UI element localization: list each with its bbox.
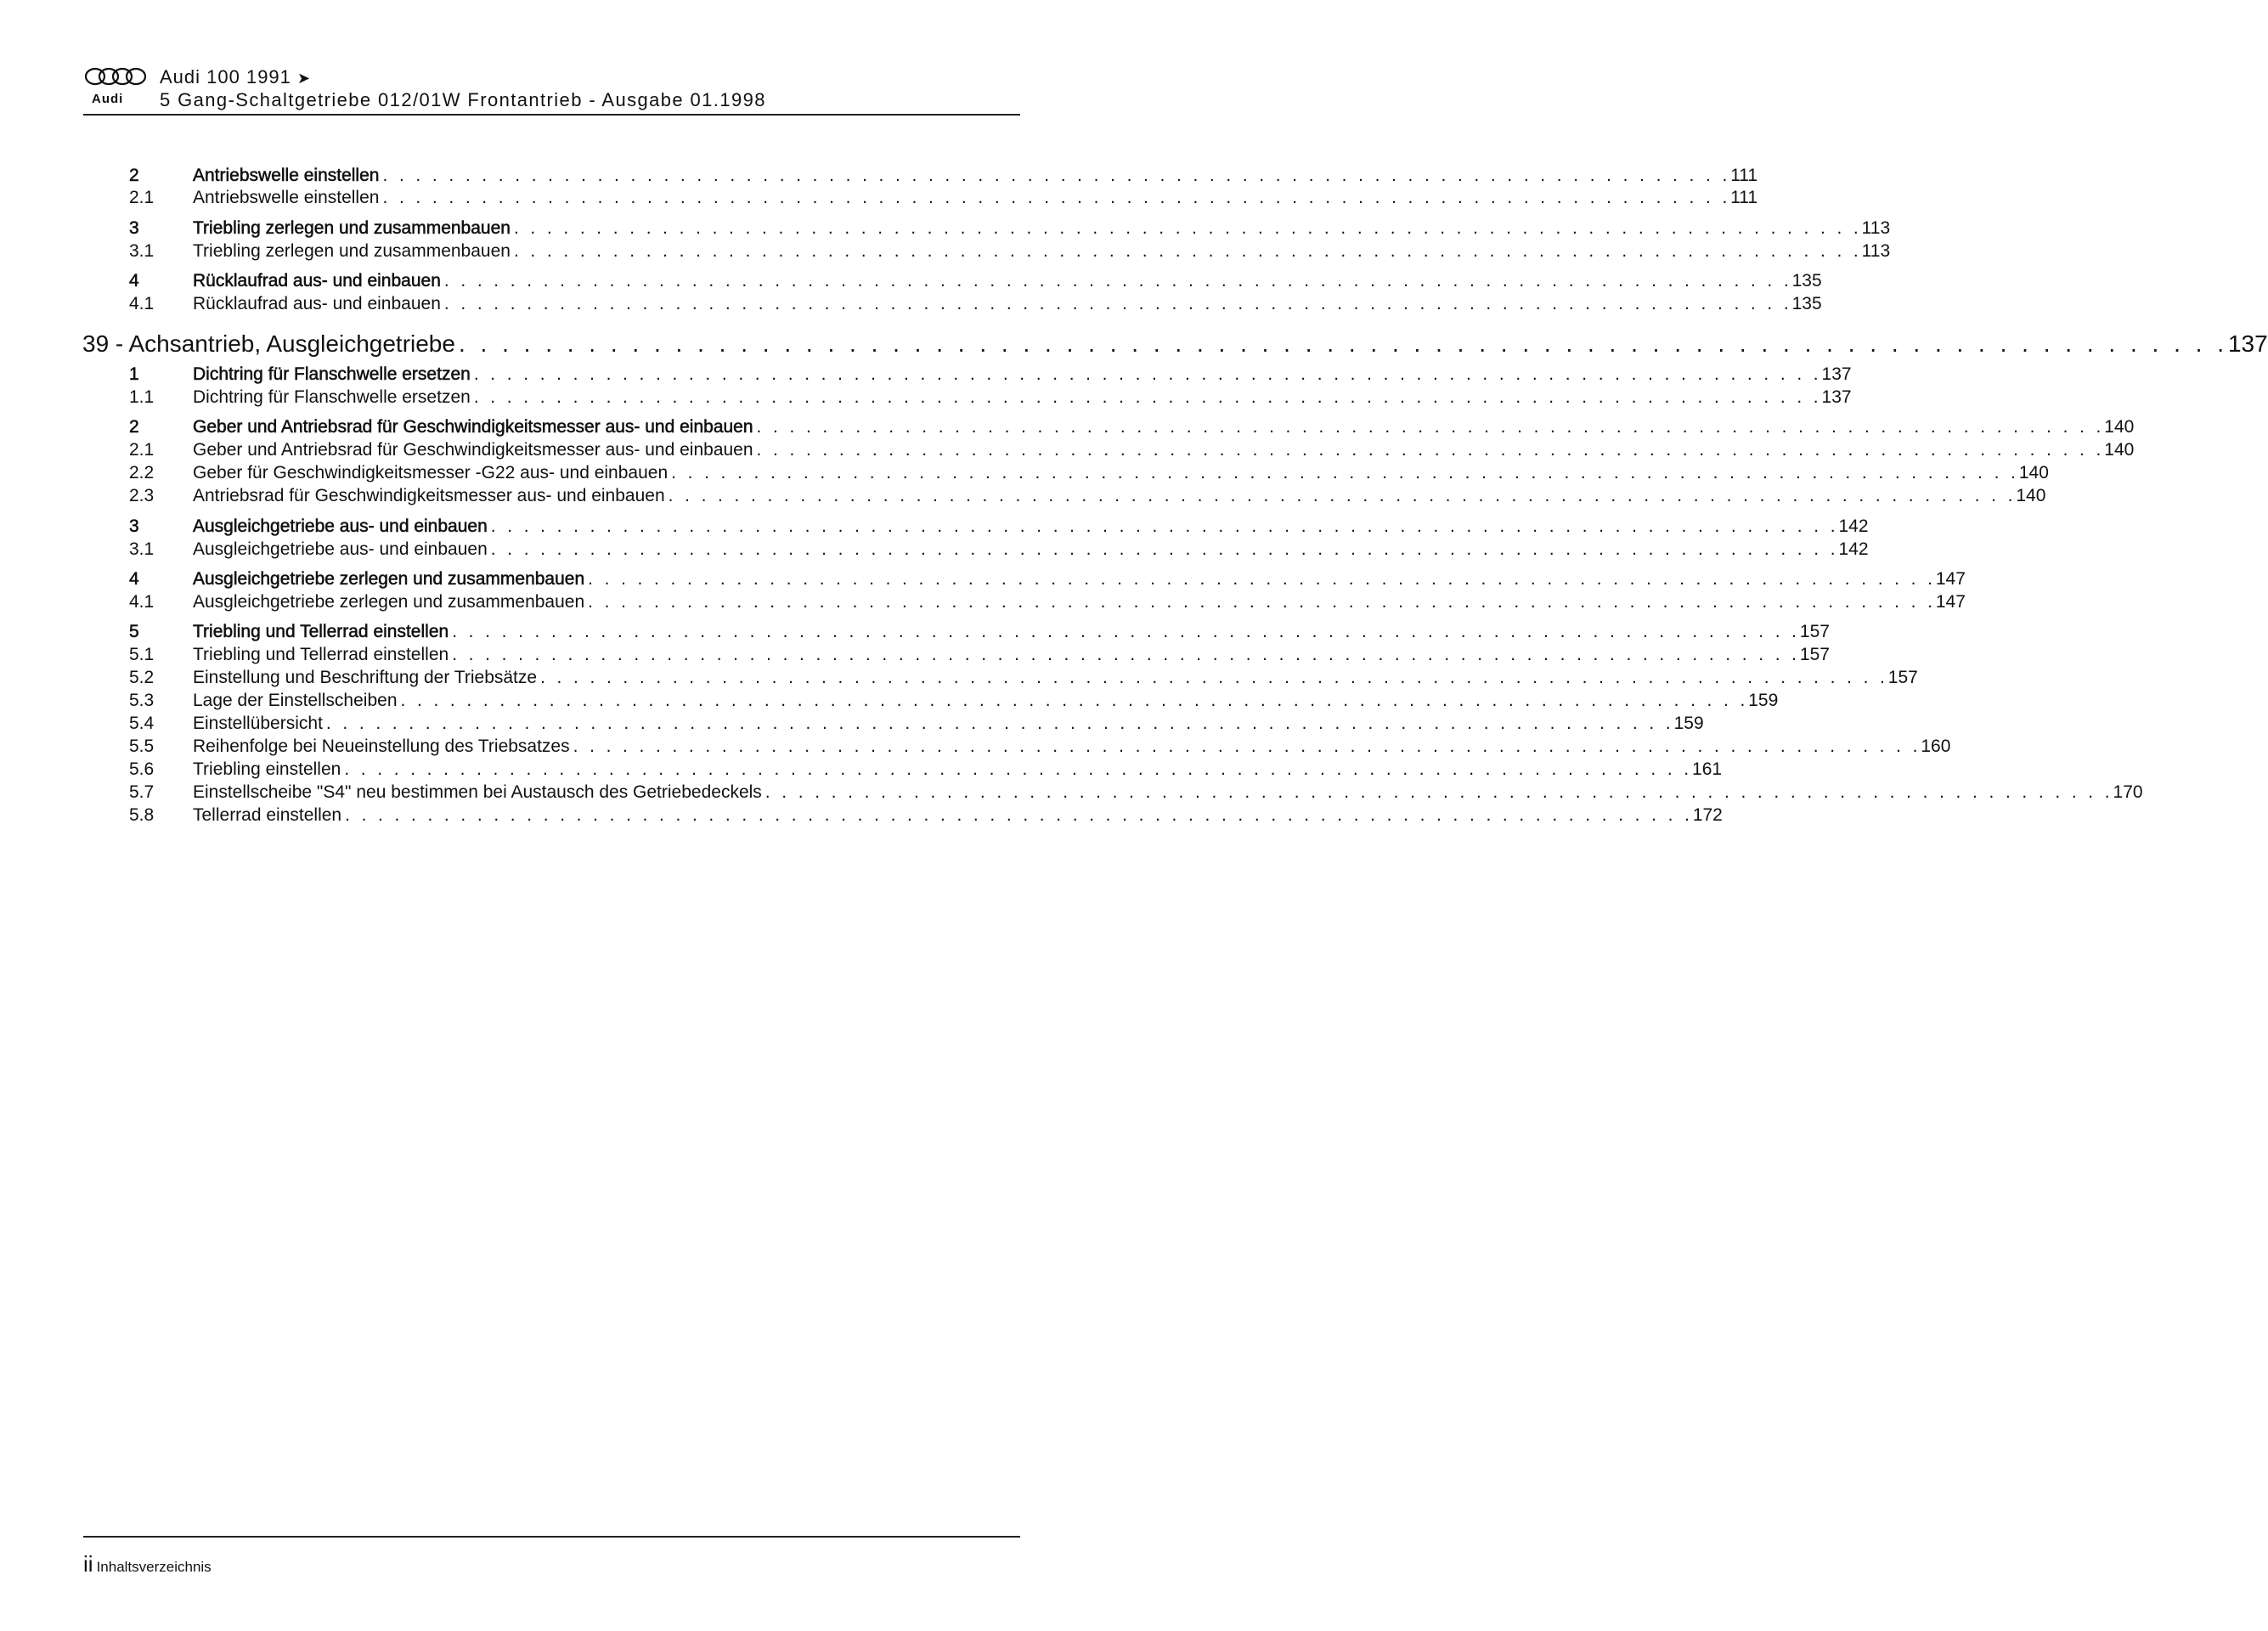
toc-entry-title: Triebling und Tellerrad einstellen: [193, 645, 449, 664]
toc-entry-line: [193, 270, 1822, 292]
toc-subsection-entry[interactable]: [0, 462, 2049, 484]
toc-leader-dots: . . . . . . . . . . . . . . . . . . . . . . . . . . . . . . . . . . . . . . . . . . . . . . . . . . . . . . . . . . . . . . . . . . . . . . . . . . . . . . . . . .: [400, 691, 1749, 710]
toc-leader-dots: . . . . . . . . . . . . . . . . . . . . . . . . . . . . . . . . . . . . . . . . . . . . . . . . . . . . . . . . . . . . . . . . . . . . . . . . . . . . . . . . . .: [473, 387, 1822, 407]
toc-leader-dots: . . . . . . . . . . . . . . . . . . . . . . . . . . . . . . . . . . . . . . . . . . . . . . . . . . . . . . . . . . . . . . . . . . . . . . . . . . . . . . . . . .: [443, 271, 1792, 291]
toc-entry-page: 172: [1692, 805, 1723, 825]
toc-entry-number: 4.1: [129, 294, 155, 313]
toc-leader-dots: . . . . . . . . . . . . . . . . . . . . . . . . . . . . . . . . . . . . . . . . . . . . . . . . . . . . . . . . . . . . . . . . . . . . . . . . . . . . . . . . . .: [573, 736, 1921, 756]
audi-rings-logo: [83, 66, 151, 90]
toc-entry-line: [193, 782, 2143, 804]
toc-entry-line: [193, 736, 1951, 758]
toc-entry-page: 159: [1673, 714, 1704, 733]
toc-entry-page: 147: [1935, 592, 1966, 612]
toc-entry-line: [193, 240, 1891, 262]
toc-entry-line: [193, 667, 1918, 689]
toc-section-entry[interactable]: [0, 621, 1830, 643]
toc-entry-line: [193, 539, 1869, 561]
toc-entry-number: 5.1: [129, 645, 155, 664]
page-header: [83, 66, 1020, 116]
toc-leader-dots: . . . . . . . . . . . . . . . . . . . . . . . . . . . . . . . . . . . . . . . . . . . . . . . . . . . . . . . . . . . . . . . . . . . . . . . . . . . . . . . . . .: [490, 516, 1839, 536]
toc-subsection-entry[interactable]: [0, 240, 1891, 262]
toc-entry-title: Geber und Antriebsrad für Geschwindigkeitsmesser aus- und einbauen: [193, 440, 753, 460]
toc-entry-title: Einstellübersicht: [193, 714, 323, 733]
toc-entry-number: 1: [129, 364, 139, 384]
footer-divider: [83, 1536, 1020, 1538]
toc-entry-title: Rücklaufrad aus- und einbauen: [193, 271, 441, 291]
toc-section-entry[interactable]: [0, 516, 1869, 538]
toc-entry-title: Lage der Einstellscheiben: [193, 691, 398, 710]
toc-entry-line: [193, 804, 1723, 827]
toc-subsection-entry[interactable]: [0, 387, 1852, 409]
toc-entry-page: 142: [1838, 516, 1869, 536]
page-footer: [83, 1551, 212, 1577]
toc-entry-line: [193, 416, 2135, 438]
toc-subsection-entry[interactable]: [0, 759, 1723, 781]
toc-leader-dots: . . . . . . . . . . . . . . . . . . . . . . . . . . . . . . . . . . . . . . . . . . . . . . . . . . . . . . . . . . . . . . . . . . . . . . . . . . . . . . . . . .: [443, 294, 1792, 313]
toc-entry-title: Ausgleichgetriebe aus- und einbauen: [193, 516, 488, 536]
toc-entry-number: 2.2: [129, 463, 155, 483]
toc-entry-page: 135: [1791, 271, 1822, 291]
toc-entry-title: Triebling zerlegen und zusammenbauen: [193, 241, 511, 261]
toc-entry-number: 2: [129, 166, 139, 185]
toc-entry-line: [193, 591, 1966, 613]
toc-entry-line: [193, 516, 1869, 538]
toc-leader-dots: . . . . . . . . . . . . . . . . . . . . . . . . . . . . . . . . . . . . . . . . . . . . . . . . . . . . . . . . . . . . . . . . . . . . . . . . . . . . . . . . . .: [513, 241, 1862, 261]
toc-chapter-title: 39 - Achsantrieb, Ausgleichgetriebe: [82, 330, 455, 357]
toc-entry-title: Antriebsrad für Geschwindigkeitsmesser aus- und einbauen: [193, 486, 665, 505]
toc-entry-title: Triebling einstellen: [193, 759, 341, 779]
toc-leader-dots: . . . . . . . . . . . . . . . . . . . . . . . . . . . . . . . . . . . . . . . . . . . . . . . . . . . . . . . . . . . . . . . . . . . . . . . . . . . . . . . . . .: [756, 440, 2105, 460]
toc-entry-number: 5.2: [129, 668, 155, 687]
toc-entry-page: 111: [1730, 166, 1758, 185]
toc-entry-title: Triebling zerlegen und zusammenbauen: [193, 218, 511, 238]
toc-subsection-entry[interactable]: [0, 804, 1723, 827]
toc-entry-page: 157: [1887, 668, 1918, 687]
toc-entry-number: 4: [129, 569, 139, 589]
toc-entry-page: 157: [1799, 622, 1830, 641]
toc-entry-line: [193, 690, 1779, 712]
toc-entry-number: 1.1: [129, 387, 155, 407]
toc-subsection-entry[interactable]: [0, 439, 2135, 461]
toc-entry-title: Geber und Antriebsrad für Geschwindigkeitsmesser aus- und einbauen: [193, 417, 753, 437]
toc-leader-dots: . . . . . . . . . . . . . . . . . . . . . . . . . . . . . . . . . . . . . . . . . . . . . . . . . . . . . . . . . . . . . . . . . . . . . . . . . . . . . . . . . .: [513, 218, 1862, 238]
toc-entry-page: 137: [1821, 364, 1852, 384]
toc-entry-page: 140: [2018, 463, 2049, 483]
toc-subsection-entry[interactable]: [0, 736, 1951, 758]
toc-section-entry[interactable]: [0, 364, 1852, 386]
toc-leader-dots: . . . . . . . . . . . . . . . . . . . . . . . . . . . . . . . . . . . . . . . . . . . . . . . . . . . . . . . . . . . . . . . . . . . . . . . . . . . . . . . . . .: [458, 330, 2228, 357]
toc-entry-title: Rücklaufrad aus- und einbauen: [193, 294, 441, 313]
toc-entry-number: 5.7: [129, 782, 155, 802]
toc-entry-number: 3: [129, 218, 139, 238]
toc-entry-title: Ausgleichgetriebe aus- und einbauen: [193, 539, 488, 559]
toc-subsection-entry[interactable]: [0, 187, 1758, 209]
toc-leader-dots: . . . . . . . . . . . . . . . . . . . . . . . . . . . . . . . . . . . . . . . . . . . . . . . . . . . . . . . . . . . . . . . . . . . . . . . . . . . . . . . . . .: [473, 364, 1822, 384]
toc-subsection-entry[interactable]: [0, 782, 2143, 804]
toc-entry-page: 157: [1799, 645, 1830, 664]
toc-entry-line: [193, 293, 1822, 315]
toc-entry-line: [193, 713, 1704, 735]
toc-subsection-entry[interactable]: [0, 644, 1830, 666]
toc-entry-page: 137: [1821, 387, 1852, 407]
toc-entry-title: Dichtring für Flanschwelle ersetzen: [193, 387, 471, 407]
toc-entry-title: Antriebswelle einstellen: [193, 188, 380, 207]
toc-entry-page: 140: [2104, 440, 2135, 460]
toc-leader-dots: . . . . . . . . . . . . . . . . . . . . . . . . . . . . . . . . . . . . . . . . . . . . . . . . . . . . . . . . . . . . . . . . . . . . . . . . . . . . . . . . . .: [345, 805, 1693, 825]
toc-subsection-entry[interactable]: [0, 293, 1822, 315]
toc-entry-number: 3.1: [129, 539, 155, 559]
arrow-right-icon: ➤: [297, 70, 312, 87]
toc-subsection-entry[interactable]: [0, 591, 1966, 613]
toc-entry-number: 5.4: [129, 714, 155, 733]
toc-subsection-entry[interactable]: [0, 485, 2046, 507]
toc-entry-number: 5.3: [129, 691, 155, 710]
footer-label: Inhaltsverzeichnis: [96, 1559, 212, 1575]
toc-entry-number: 3.1: [129, 241, 155, 261]
header-subtitle: 5 Gang-Schaltgetriebe 012/01W Frontantrieb - Ausgabe 01.1998: [160, 89, 766, 110]
toc-subsection-entry[interactable]: [0, 667, 1918, 689]
toc-entry-title: Triebling und Tellerrad einstellen: [193, 622, 449, 641]
toc-entry-page: 140: [2104, 417, 2135, 437]
toc-entry-line: [193, 759, 1723, 781]
toc-entry-page: 140: [2016, 486, 2046, 505]
toc-chapter-line: [82, 330, 2268, 358]
toc-chapter-heading[interactable]: [0, 330, 2268, 358]
toc-entry-line: [193, 187, 1758, 209]
toc-entry-title: Einstellscheibe "S4" neu bestimmen bei Austausch des Getriebedeckels: [193, 782, 762, 802]
toc-entry-line: [193, 485, 2046, 507]
header-model: Audi 100 1991 ➤: [160, 66, 312, 87]
toc-entry-line: [193, 217, 1891, 240]
toc-subsection-entry[interactable]: [0, 690, 1779, 712]
toc-entry-number: 5.8: [129, 805, 155, 825]
toc-section-entry[interactable]: [0, 568, 1966, 590]
toc-chapter-page: 137: [2227, 330, 2268, 357]
toc-entry-page: 147: [1935, 569, 1966, 589]
toc-entry-number: 5.5: [129, 736, 155, 756]
toc-leader-dots: . . . . . . . . . . . . . . . . . . . . . . . . . . . . . . . . . . . . . . . . . . . . . . . . . . . . . . . . . . . . . . . . . . . . . . . . . . . . . . . . . .: [671, 463, 2019, 483]
toc-entry-number: 3: [129, 516, 139, 536]
toc-entry-page: 113: [1861, 218, 1891, 238]
toc-entry-page: 135: [1791, 294, 1822, 313]
toc-entry-line: [193, 439, 2135, 461]
toc-section-entry[interactable]: [0, 270, 1822, 292]
toc-entry-line: [193, 387, 1852, 409]
toc-entry-line: [193, 568, 1966, 590]
toc-entry-page: 159: [1748, 691, 1779, 710]
toc-entry-page: 161: [1692, 759, 1723, 779]
toc-leader-dots: . . . . . . . . . . . . . . . . . . . . . . . . . . . . . . . . . . . . . . . . . . . . . . . . . . . . . . . . . . . . . . . . . . . . . . . . . . . . . . . . . .: [382, 188, 1731, 207]
toc-leader-dots: . . . . . . . . . . . . . . . . . . . . . . . . . . . . . . . . . . . . . . . . . . . . . . . . . . . . . . . . . . . . . . . . . . . . . . . . . . . . . . . . . .: [764, 782, 2113, 802]
toc-entry-number: 5.6: [129, 759, 155, 779]
toc-entry-page: 113: [1861, 241, 1891, 261]
toc-entry-number: 4: [129, 271, 139, 291]
toc-entry-line: [193, 644, 1830, 666]
toc-leader-dots: . . . . . . . . . . . . . . . . . . . . . . . . . . . . . . . . . . . . . . . . . . . . . . . . . . . . . . . . . . . . . . . . . . . . . . . . . . . . . . . . . .: [756, 417, 2105, 437]
toc-entry-line: [193, 364, 1852, 386]
toc-subsection-entry[interactable]: [0, 539, 1869, 561]
toc-entry-number: 2.3: [129, 486, 155, 505]
toc-subsection-entry[interactable]: [0, 713, 1704, 735]
toc-section-entry[interactable]: [0, 416, 2135, 438]
footer-page-number: ii: [83, 1551, 93, 1577]
toc-entry-line: [193, 165, 1758, 187]
toc-entry-number: 5: [129, 622, 139, 641]
toc-entry-title: Reihenfolge bei Neueinstellung des Triebsatzes: [193, 736, 570, 756]
toc-leader-dots: . . . . . . . . . . . . . . . . . . . . . . . . . . . . . . . . . . . . . . . . . . . . . . . . . . . . . . . . . . . . . . . . . . . . . . . . . . . . . . . . . .: [452, 645, 1800, 664]
toc-leader-dots: . . . . . . . . . . . . . . . . . . . . . . . . . . . . . . . . . . . . . . . . . . . . . . . . . . . . . . . . . . . . . . . . . . . . . . . . . . . . . . . . . .: [325, 714, 1674, 733]
toc-entry-title: Ausgleichgetriebe zerlegen und zusammenbauen: [193, 592, 585, 612]
toc-leader-dots: . . . . . . . . . . . . . . . . . . . . . . . . . . . . . . . . . . . . . . . . . . . . . . . . . . . . . . . . . . . . . . . . . . . . . . . . . . . . . . . . . .: [382, 166, 1731, 185]
toc-leader-dots: . . . . . . . . . . . . . . . . . . . . . . . . . . . . . . . . . . . . . . . . . . . . . . . . . . . . . . . . . . . . . . . . . . . . . . . . . . . . . . . . . .: [490, 539, 1839, 559]
toc-leader-dots: . . . . . . . . . . . . . . . . . . . . . . . . . . . . . . . . . . . . . . . . . . . . . . . . . . . . . . . . . . . . . . . . . . . . . . . . . . . . . . . . . .: [540, 668, 1888, 687]
toc-entry-title: Tellerrad einstellen: [193, 805, 342, 825]
toc-entry-line: [193, 621, 1830, 643]
audi-wordmark: Audi: [92, 92, 124, 106]
toc-entry-number: 2: [129, 417, 139, 437]
toc-entry-number: 2.1: [129, 440, 155, 460]
toc-entry-page: 160: [1921, 736, 1951, 756]
toc-section-entry[interactable]: [0, 217, 1891, 240]
toc-leader-dots: . . . . . . . . . . . . . . . . . . . . . . . . . . . . . . . . . . . . . . . . . . . . . . . . . . . . . . . . . . . . . . . . . . . . . . . . . . . . . . . . . .: [588, 592, 1936, 612]
toc-entry-title: Geber für Geschwindigkeitsmesser -G22 aus- und einbauen: [193, 463, 669, 483]
toc-leader-dots: . . . . . . . . . . . . . . . . . . . . . . . . . . . . . . . . . . . . . . . . . . . . . . . . . . . . . . . . . . . . . . . . . . . . . . . . . . . . . . . . . .: [344, 759, 1693, 779]
toc-entry-title: Ausgleichgetriebe zerlegen und zusammenbauen: [193, 569, 585, 589]
toc-leader-dots: . . . . . . . . . . . . . . . . . . . . . . . . . . . . . . . . . . . . . . . . . . . . . . . . . . . . . . . . . . . . . . . . . . . . . . . . . . . . . . . . . .: [452, 622, 1800, 641]
toc-entry-title: Dichtring für Flanschwelle ersetzen: [193, 364, 471, 384]
toc-entry-number: 4.1: [129, 592, 155, 612]
toc-entry-title: Einstellung und Beschriftung der Triebsätze: [193, 668, 538, 687]
toc-leader-dots: . . . . . . . . . . . . . . . . . . . . . . . . . . . . . . . . . . . . . . . . . . . . . . . . . . . . . . . . . . . . . . . . . . . . . . . . . . . . . . . . . .: [668, 486, 2017, 505]
toc-entry-number: 2.1: [129, 188, 155, 207]
toc-entry-page: 170: [2113, 782, 2143, 802]
toc-entry-title: Antriebswelle einstellen: [193, 166, 380, 185]
toc-entry-page: 111: [1730, 188, 1758, 207]
toc-entry-line: [193, 462, 2049, 484]
toc-section-entry[interactable]: [0, 165, 1758, 187]
toc-entry-page: 142: [1838, 539, 1869, 559]
toc-leader-dots: . . . . . . . . . . . . . . . . . . . . . . . . . . . . . . . . . . . . . . . . . . . . . . . . . . . . . . . . . . . . . . . . . . . . . . . . . . . . . . . . . .: [588, 569, 1936, 589]
